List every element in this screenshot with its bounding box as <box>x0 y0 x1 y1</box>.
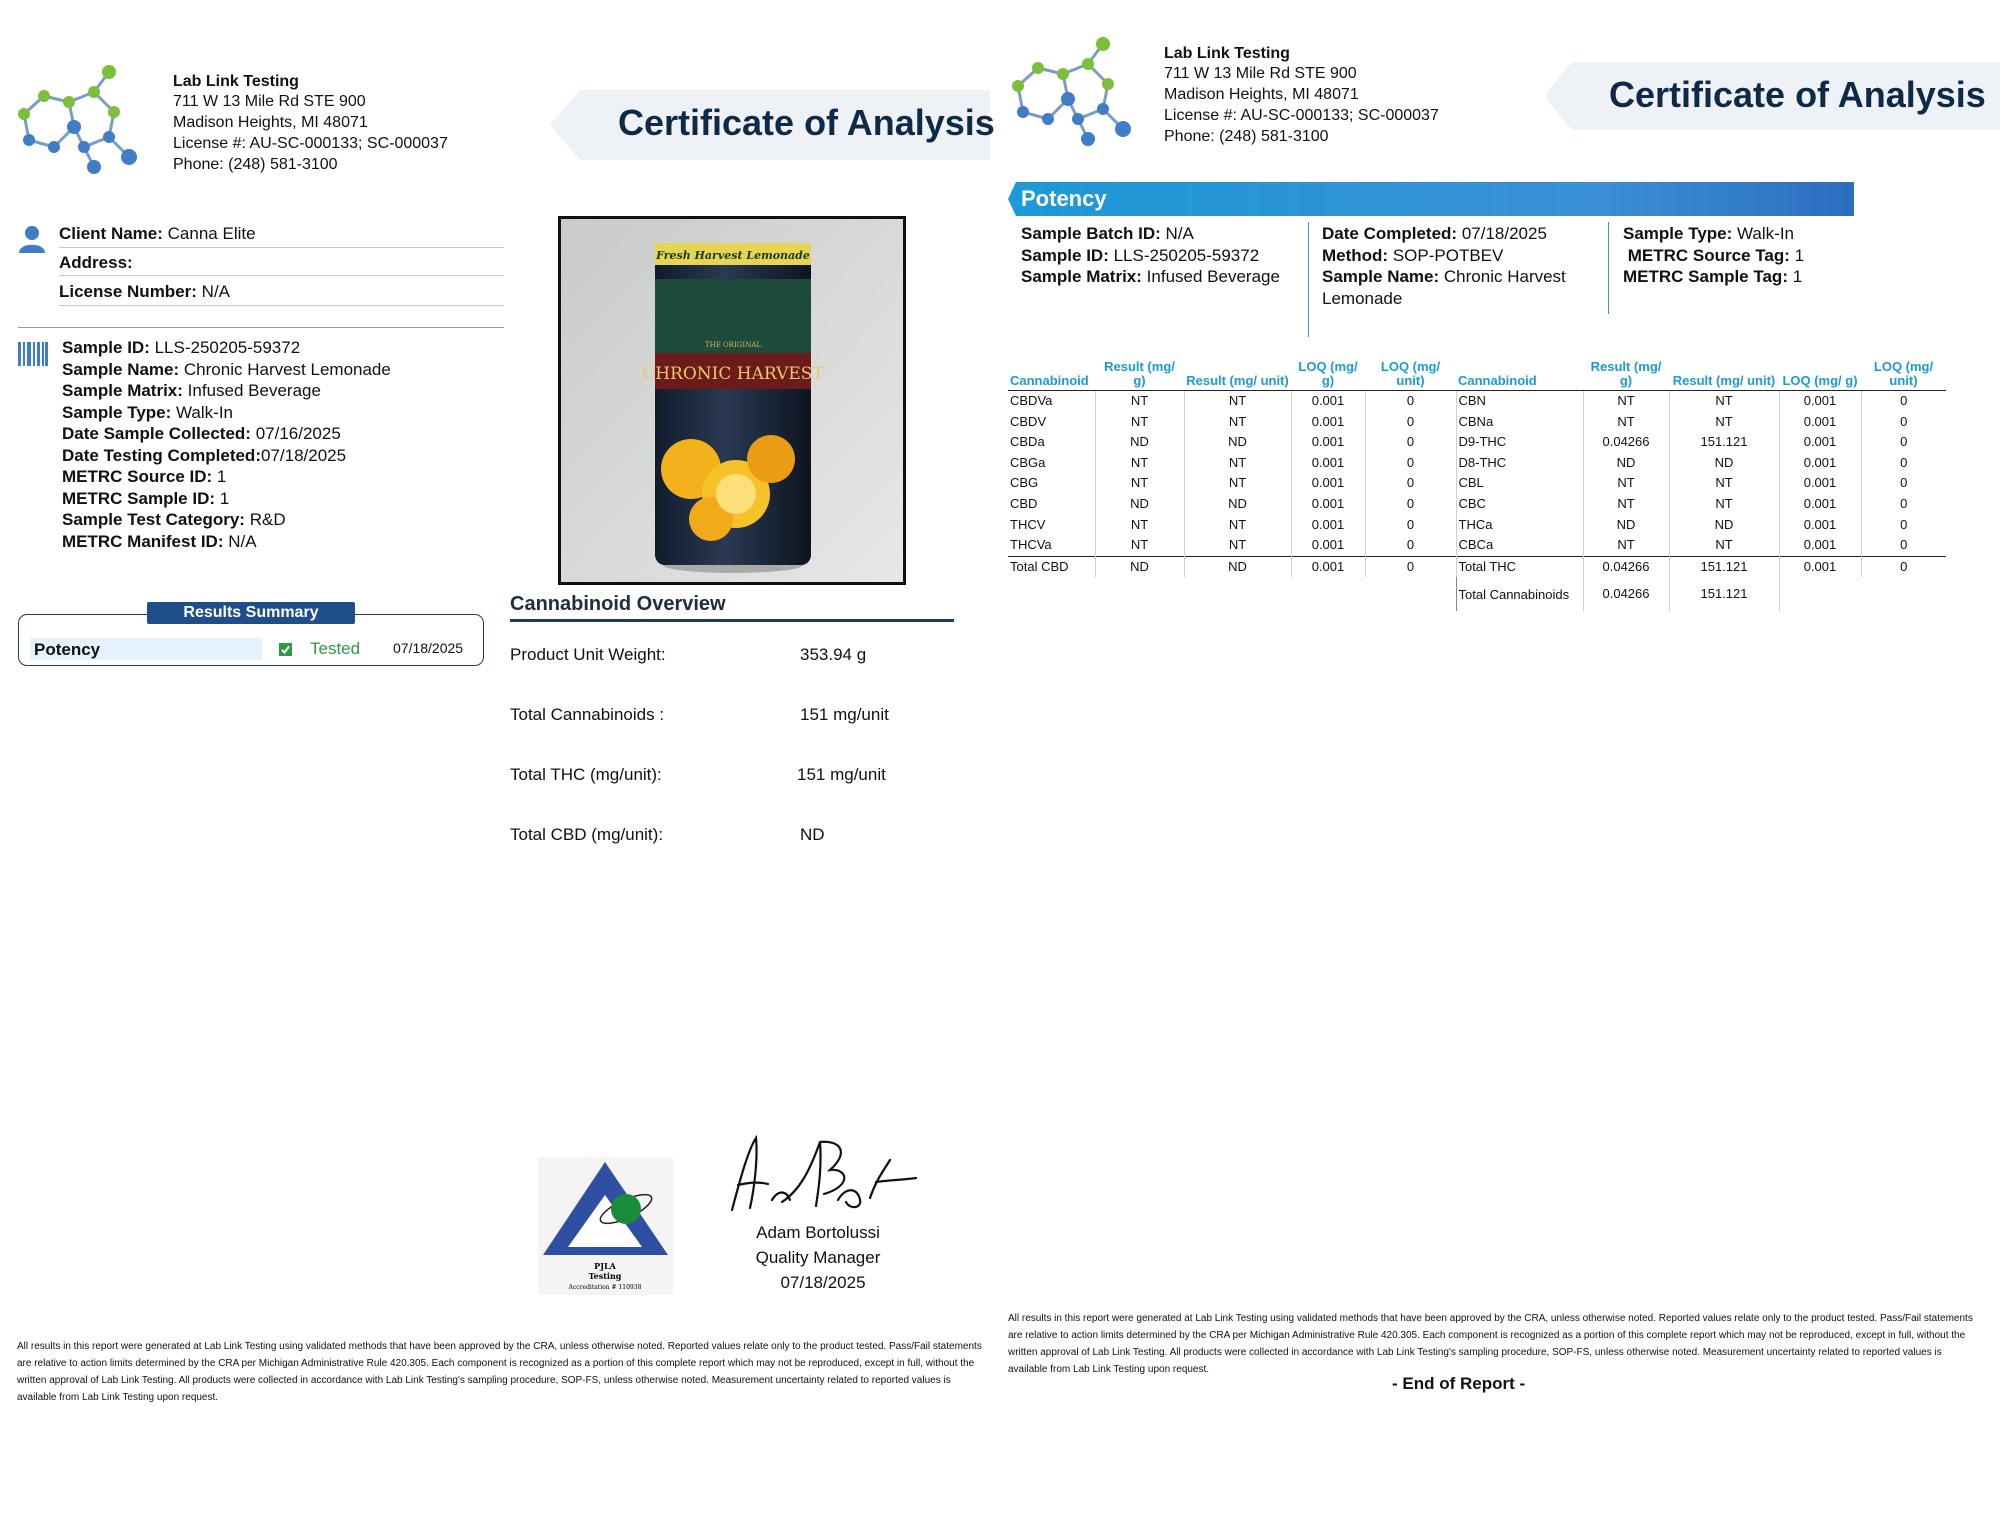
table-row <box>1008 556 1946 577</box>
table-cell: Total Cannabinoids <box>1456 577 1583 611</box>
cannabinoid-name-cell: CBGa <box>1008 453 1095 474</box>
overview-value-cannabinoids: 151 mg/unit <box>800 705 889 724</box>
table-cell: 0 <box>1900 454 1908 470</box>
beverage-can-image <box>561 219 903 582</box>
table-cell: NT <box>1669 494 1779 515</box>
empty-cell <box>1008 577 1095 611</box>
table-cell: NT <box>1095 515 1184 536</box>
lab-license: License #: AU-SC-000133; SC-000037 <box>173 135 448 152</box>
section-title: Potency <box>1021 186 1107 211</box>
signatory-role: Quality Manager <box>755 1248 881 1267</box>
table-cell: 0.001 <box>1291 473 1365 494</box>
lab-address2: Madison Heights, MI 48071 <box>173 114 368 131</box>
table-cell: 0.001 <box>1779 412 1861 433</box>
empty-cell <box>1184 577 1291 611</box>
table-row <box>1008 577 1946 611</box>
table-cell: NT <box>1669 473 1779 494</box>
barcode-icon <box>18 342 48 366</box>
cannabinoid-table <box>1008 360 1946 611</box>
col-header: Result (mg/ unit) <box>1184 360 1291 391</box>
potency-section-bar <box>1008 182 1854 216</box>
empty-cell <box>1779 577 1861 611</box>
table-cell: NT <box>1184 473 1291 494</box>
cannabinoid-name-cell: CBDV <box>1008 412 1095 433</box>
table-cell: NT <box>1095 473 1184 494</box>
table-cell: NT <box>1583 412 1669 433</box>
table-cell: 0 <box>1900 516 1908 532</box>
table-cell: NT <box>1184 535 1291 556</box>
table-cell: NT <box>1184 412 1291 433</box>
client-name: Client Name: Canna Elite <box>59 224 256 243</box>
table-cell: 0.001 <box>1779 515 1861 536</box>
table-cell: 0 <box>1900 413 1908 429</box>
lab-logo-icon-right <box>1008 34 1148 154</box>
table-cell: ND <box>1583 453 1669 474</box>
table-cell: NT <box>1583 391 1669 412</box>
seal-line2: Testing <box>588 1271 622 1281</box>
cannabinoid-name-cell: CBCa <box>1456 535 1583 556</box>
table-cell: 0 <box>1365 391 1456 412</box>
lab-phone: Phone: (248) 581-3100 <box>173 156 338 173</box>
can-top-text: Fresh Harvest Lemonade <box>656 249 810 262</box>
sample-info: Sample ID: LLS-250205-59372 Sample Name: Chronic Harvest Lemonade Sample Matrix: Infused Beverage Sample Type: Walk-In Date Sample Collected: 07/16/2025 Date Testing Completed:07/18/2025 METRC Source ID: 1 METRC Sample ID: 1 Sample Test Category: R&D METRC Manifest ID: N/A <box>62 338 391 551</box>
col-header: Cannabinoid <box>1008 360 1095 391</box>
table-cell: 0 <box>1365 453 1456 474</box>
info-col-1: Sample Batch ID: N/A Sample ID: LLS-250205-59372 Sample Matrix: Infused Beverage <box>1021 224 1280 286</box>
table-cell: 151.121 <box>1669 432 1779 453</box>
table-cell: 0.001 <box>1291 556 1365 577</box>
empty-cell <box>1291 577 1365 611</box>
table-cell: 0 <box>1900 475 1908 491</box>
empty-cell <box>1861 577 1946 611</box>
summary-date: 07/18/2025 <box>393 640 464 656</box>
right-disclaimer: All results in this report were generated at Lab Link Testing using validated methods that have been approved by the CRA, unless otherwise noted. Reported values relate only to the product tested. Pass/Fail statements are relative to action limits determined by the CRA per Michigan Administrative Rule 420.305. Each component is recognized as a portion of this complete report which may not be reproduced, except in full, without the written approval of Lab Link Testing. All products were collected in accordance with Lab Link Testing's sampling procedure, SOP-FS, unless otherwise noted. Measurement uncertainty related to reported values is available from Lab Link Testing upon request. <box>1008 1313 1973 1375</box>
table-cell: NT <box>1669 391 1779 412</box>
lab-logo-icon <box>14 62 154 182</box>
seal-line1: PJLA <box>594 1261 616 1271</box>
cannabinoid-name-cell: CBN <box>1456 391 1583 412</box>
overview-value-cbd: ND <box>800 825 825 844</box>
table-row <box>1008 432 1946 453</box>
table-cell: ND <box>1669 453 1779 474</box>
col-header: Result (mg/ g) <box>1583 360 1669 391</box>
end-of-report: - End of Report - <box>1392 1374 1526 1393</box>
lab-address1: 711 W 13 Mile Rd STE 900 <box>173 93 366 110</box>
table-cell: NT <box>1583 494 1669 515</box>
overview-label-thc: Total THC (mg/unit): <box>510 765 662 784</box>
cannabinoid-name-cell: CBDa <box>1008 432 1095 453</box>
pjla-seal-icon <box>538 1157 673 1295</box>
table-cell: NT <box>1583 535 1669 556</box>
table-cell: NT <box>1669 535 1779 556</box>
results-summary-title: Results Summary <box>147 602 355 624</box>
col-header: Cannabinoid <box>1456 360 1583 391</box>
col-header: LOQ (mg/ g) <box>1291 360 1365 391</box>
table-cell: 0.04266 <box>1583 556 1669 577</box>
table-cell: 151.121 <box>1669 556 1779 577</box>
table-cell: NT <box>1184 391 1291 412</box>
table-cell: 0.001 <box>1779 473 1861 494</box>
overview-title: Cannabinoid Overview <box>510 593 726 615</box>
info-col-2: Date Completed: 07/18/2025 Method: SOP-POTBEV Sample Name: Chronic Harvest Lemonade <box>1322 224 1566 308</box>
overview-value-thc: 151 mg/unit <box>797 765 886 784</box>
table-cell: 0 <box>1900 537 1908 553</box>
table-cell: 0 <box>1365 494 1456 515</box>
col-header: Result (mg/ g) <box>1095 360 1184 391</box>
table-row <box>1008 453 1946 474</box>
cannabinoid-name-cell: CBNa <box>1456 412 1583 433</box>
table-row <box>1008 535 1946 556</box>
cannabinoid-name-cell: THCV <box>1008 515 1095 536</box>
table-cell: ND <box>1184 556 1291 577</box>
can-brand-text: CHRONIC HARVEST <box>642 364 824 384</box>
signatory <box>702 1220 934 1295</box>
empty-cell <box>1365 577 1456 611</box>
cannabinoid-name-cell: D9-THC <box>1456 432 1583 453</box>
table-cell: NT <box>1095 412 1184 433</box>
table-cell: 0.001 <box>1291 535 1365 556</box>
table-cell: 0.001 <box>1779 556 1861 577</box>
table-cell: 0 <box>1900 434 1908 450</box>
overview-label-cannabinoids: Total Cannabinoids : <box>510 705 665 724</box>
table-row <box>1008 515 1946 536</box>
overview-label-weight: Product Unit Weight: <box>510 645 666 664</box>
table-cell: 0.001 <box>1779 391 1861 412</box>
client-license: License Number: N/A <box>59 282 231 301</box>
table-cell: ND <box>1184 432 1291 453</box>
table-cell: 0.04266 <box>1583 432 1669 453</box>
table-cell: 0.001 <box>1291 515 1365 536</box>
table-cell: 0 <box>1365 432 1456 453</box>
overview-value-weight: 353.94 g <box>800 645 867 664</box>
table-cell: NT <box>1184 453 1291 474</box>
table-cell: 0 <box>1365 535 1456 556</box>
table-cell: 0.001 <box>1291 391 1365 412</box>
person-icon <box>18 224 46 254</box>
lab-info-right: Lab Link Testing 711 W 13 Mile Rd STE 900 Madison Heights, MI 48071 License #: AU-SC-000133; SC-000037 Phone: (248) 581-3100 <box>1164 45 1439 145</box>
cannabinoid-name-cell: CBL <box>1456 473 1583 494</box>
left-disclaimer: All results in this report were generated at Lab Link Testing using validated methods that have been approved by the CRA, unless otherwise noted. Reported values relate only to the product tested. Pass/Fail statements are relative to action limits determined by the CRA per Michigan Administrative Rule 420.305. Each component is recognized as a portion of this complete report which may not be reproduced, except in full, without the written approval of Lab Link Testing. All products were collected in accordance with Lab Link Testing's sampling procedure, SOP-FS, unless otherwise noted. Measurement uncertainty related to reported values is available from Lab Link Testing upon request. <box>17 1341 982 1403</box>
seal-line3: Accreditation # 110938 <box>568 1284 642 1291</box>
col-header: Result (mg/ unit) <box>1669 360 1779 391</box>
cannabinoid-name-cell: CBC <box>1456 494 1583 515</box>
cannabinoid-name-cell: THCa <box>1456 515 1583 536</box>
table-cell: 0 <box>1365 515 1456 536</box>
table-cell: 0 <box>1365 412 1456 433</box>
table-cell: 0.001 <box>1291 494 1365 515</box>
table-row <box>1008 412 1946 433</box>
table-cell: 0.001 <box>1779 432 1861 453</box>
table-row <box>1008 473 1946 494</box>
cannabinoid-name-cell: Total THC <box>1456 556 1583 577</box>
cannabinoid-name-cell: D8-THC <box>1456 453 1583 474</box>
table-cell: 0.04266 <box>1583 577 1669 611</box>
table-cell: 0 <box>1900 393 1908 408</box>
col-header: LOQ (mg/ g) <box>1779 360 1861 391</box>
lab-name: Lab Link Testing <box>173 73 299 90</box>
table-cell: ND <box>1095 432 1184 453</box>
table-cell: 0 <box>1900 495 1908 511</box>
table-cell: 0 <box>1861 556 1946 577</box>
table-header-row <box>1008 360 1946 391</box>
overview-label-cbd: Total CBD (mg/unit): <box>510 825 664 844</box>
signature-image <box>720 1130 920 1220</box>
col-header: LOQ (mg/ unit) <box>1861 360 1946 391</box>
table-cell: ND <box>1583 515 1669 536</box>
page-title-right: Certificate of Analysis <box>1609 74 1986 115</box>
table-row <box>1008 494 1946 515</box>
cannabinoid-name-cell: CBG <box>1008 473 1095 494</box>
table-cell: 0.001 <box>1291 453 1365 474</box>
table-cell: ND <box>1095 556 1184 577</box>
table-cell: 0.001 <box>1779 453 1861 474</box>
table-cell: 0 <box>1365 473 1456 494</box>
table-cell: 0.001 <box>1291 432 1365 453</box>
signatory-name: Adam Bortolussi <box>756 1223 880 1242</box>
table-cell: NT <box>1583 473 1669 494</box>
table-cell: 0 <box>1365 556 1456 577</box>
cannabinoid-name-cell: CBD <box>1008 494 1095 515</box>
info-col-3: Sample Type: Walk-In METRC Source Tag: 1 METRC Sample Tag: 1 <box>1623 224 1805 286</box>
lab-info <box>173 73 448 175</box>
table-cell: NT <box>1669 412 1779 433</box>
cannabinoid-name-cell: CBDVa <box>1008 391 1095 412</box>
table-cell: 0.001 <box>1779 535 1861 556</box>
table-cell: NT <box>1184 515 1291 536</box>
table-cell: 0.001 <box>1291 412 1365 433</box>
col-header: LOQ (mg/ unit) <box>1365 360 1456 391</box>
product-photo <box>558 216 906 585</box>
empty-cell <box>1095 577 1184 611</box>
table-cell: NT <box>1095 453 1184 474</box>
table-cell: ND <box>1669 515 1779 536</box>
can-small-text: THE ORIGINAL <box>704 341 762 349</box>
table-cell: ND <box>1095 494 1184 515</box>
page-title: Certificate of Analysis <box>618 102 995 143</box>
signatory-date: 07/18/2025 <box>780 1273 866 1292</box>
table-cell: NT <box>1095 391 1184 412</box>
table-cell: ND <box>1184 494 1291 515</box>
summary-status: Tested <box>310 639 361 658</box>
cannabinoid-name-cell: Total CBD <box>1008 556 1095 577</box>
client-address: Address: <box>59 253 133 272</box>
table-cell: 0.001 <box>1779 494 1861 515</box>
check-icon <box>279 643 292 656</box>
summary-potency-label: Potency <box>34 640 101 659</box>
table-cell: NT <box>1095 535 1184 556</box>
table-cell: 151.121 <box>1669 577 1779 611</box>
table-row <box>1008 391 1946 412</box>
cannabinoid-name-cell: THCVa <box>1008 535 1095 556</box>
